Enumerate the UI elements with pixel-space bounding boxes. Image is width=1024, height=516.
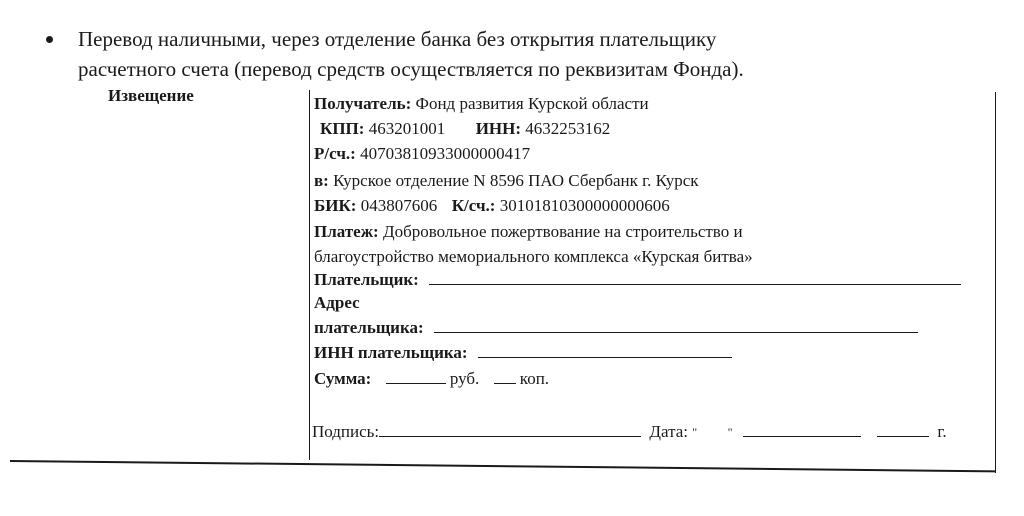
year-label: г. xyxy=(937,422,947,441)
bik-corr-row xyxy=(314,194,670,218)
form-frame-left xyxy=(309,90,310,460)
payer-inn-row xyxy=(314,341,732,365)
bank-value: Курское отделение N 8596 ПАО Сбербанк г. Курск xyxy=(333,171,699,190)
bullet-dot xyxy=(46,36,53,43)
recipient-row xyxy=(314,92,649,116)
form-frame-bottom xyxy=(10,460,996,472)
account-label: Р/сч.: xyxy=(314,144,356,163)
inn-value: 4632253162 xyxy=(525,119,611,138)
corr-value: 30101810300000000606 xyxy=(499,196,670,215)
payer-label: Плательщик: xyxy=(314,270,419,289)
signature-field[interactable] xyxy=(379,420,641,437)
signature-label: Подпись: xyxy=(312,422,380,441)
address-row xyxy=(314,316,918,340)
address-label-2: плательщика: xyxy=(314,318,424,337)
date-quote-open: " xyxy=(692,425,698,439)
kop-label: коп. xyxy=(519,369,550,388)
kpp-label: КПП: xyxy=(320,119,365,138)
address-label-row xyxy=(314,291,360,315)
sum-label: Сумма: xyxy=(314,369,372,388)
bank-label: в: xyxy=(314,171,329,190)
date-year-field[interactable] xyxy=(877,420,929,437)
kop-field[interactable] xyxy=(494,367,516,384)
date-label: Дата: xyxy=(649,422,689,441)
intro-line-2: расчетного счета (перевод средств осуществляется по реквизитам Фонда). xyxy=(78,57,744,81)
payment-row-2 xyxy=(314,245,753,269)
account-value: 40703810933000000417 xyxy=(360,144,531,163)
recipient-value: Фонд развития Курской области xyxy=(415,94,649,113)
address-field[interactable] xyxy=(434,316,918,333)
payment-label: Платеж: xyxy=(314,222,379,241)
payment-line-2: благоустройство мемориального комплекса «Курская битва» xyxy=(314,247,753,266)
bik-value: 043807606 xyxy=(360,196,438,215)
payment-line-1: Добровольное пожертвование на строительство и xyxy=(382,222,743,241)
payer-row xyxy=(314,268,961,292)
account-row xyxy=(314,142,530,166)
signature-row xyxy=(312,420,947,444)
sum-row xyxy=(314,367,549,391)
corr-label: К/сч.: xyxy=(451,196,496,215)
recipient-label: Получатель: xyxy=(314,94,412,113)
date-month-field[interactable] xyxy=(743,420,861,437)
payer-inn-field[interactable] xyxy=(478,341,732,358)
rub-label: руб. xyxy=(449,369,480,388)
inn-label: ИНН: xyxy=(475,119,522,138)
payment-row xyxy=(314,220,743,244)
form-frame-right xyxy=(995,92,996,473)
payer-inn-label: ИНН плательщика: xyxy=(314,343,468,362)
rub-field[interactable] xyxy=(386,367,446,384)
kpp-value: 463201001 xyxy=(368,119,446,138)
date-quote-close: " xyxy=(727,425,733,439)
intro-text xyxy=(78,24,908,84)
notice-label: Извещение xyxy=(108,86,194,105)
date-day-field[interactable] xyxy=(701,421,723,437)
payer-field[interactable] xyxy=(429,268,961,285)
bank-row xyxy=(314,169,699,193)
address-label-1: Адрес xyxy=(314,293,360,312)
kpp-inn-row xyxy=(320,117,610,141)
intro-line-1: Перевод наличными, через отделение банка без открытия плательщику xyxy=(78,27,717,51)
bik-label: БИК: xyxy=(314,196,357,215)
